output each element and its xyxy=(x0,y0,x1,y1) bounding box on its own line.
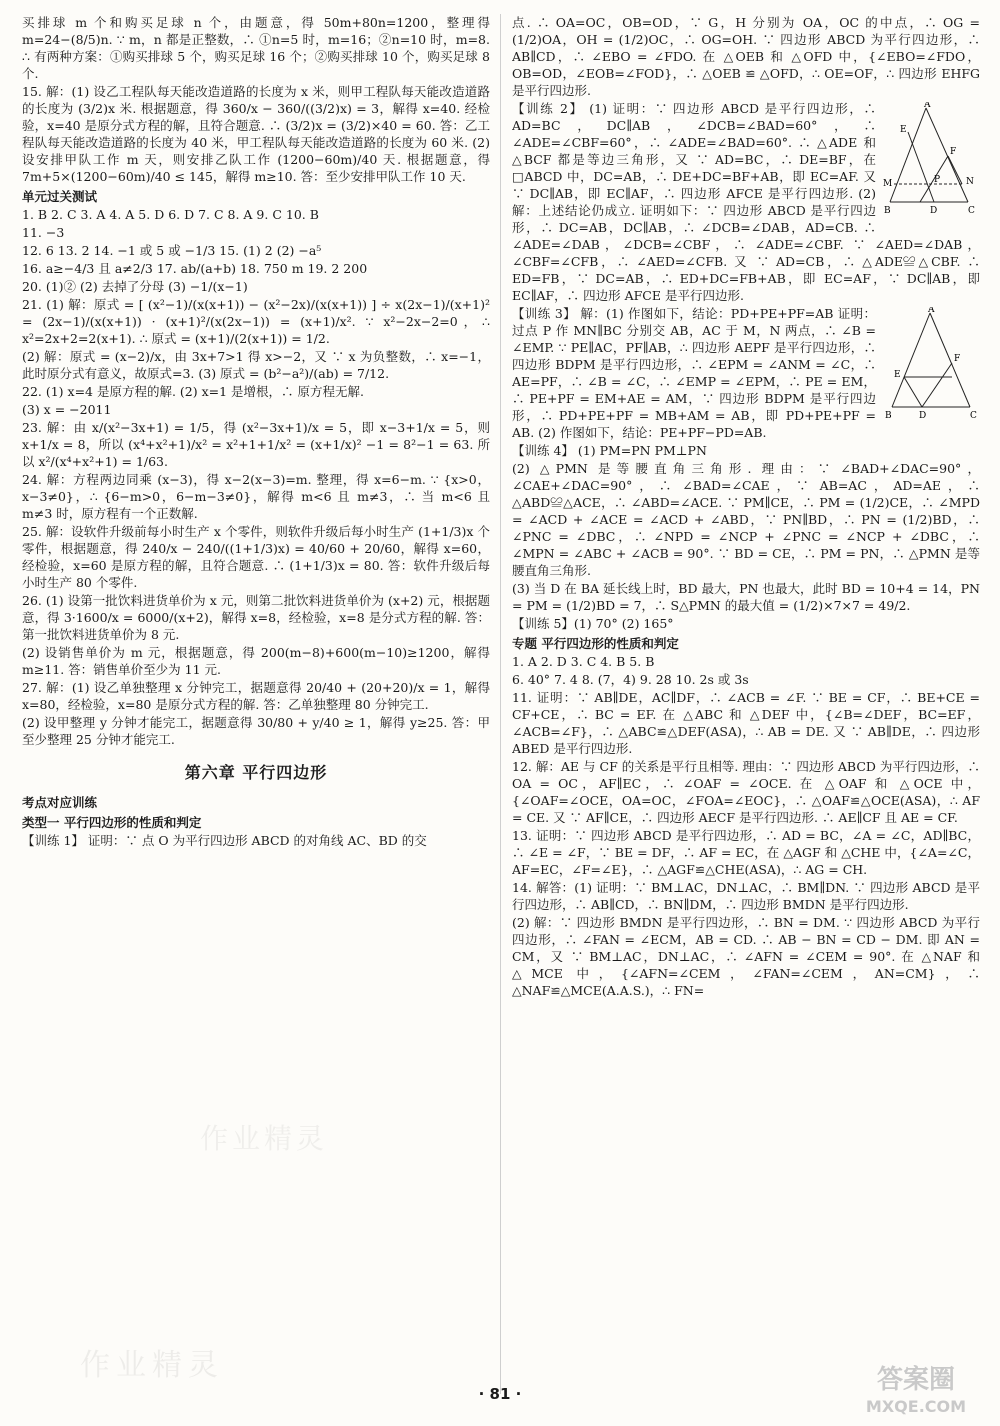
site-logo xyxy=(846,1356,986,1420)
training-1: 【训练 1】 证明：∵ 点 O 为平行四边形 ABCD 的对角线 AC、BD 的交 xyxy=(22,832,427,848)
fig2-label-e: E xyxy=(894,370,901,380)
topic-answer-14-part2: (2) 解：∵ 四边形 BMDN 是平行四边形，∴ BN = DM. ∵ 四边形 ABCD 为平行四边形，∴ ∠FAN = ∠ECM，AB = CD. ∴ AB − BN = CD − DM. 即 AN = CM，又 ∵ BM⊥AC，DN⊥AC，∴ ∠AFN = ∠CEM = 90°. 在 △NAF 和 △MCE 中，{∠AFN=∠CEM，∠FAN=∠CEM，AN=CM}，∴ △NAF≌△MCE(A.A.S.)，∴ FN= xyxy=(512,915,980,998)
page-number: · 81 · xyxy=(478,1385,522,1403)
answer-page xyxy=(22,14,980,1406)
topic-answer-12: 12. 解：AE 与 CF 的关系是平行且相等. 理由：∵ 四边形 ABCD 为平行四边形，∴ OA = OC，AF∥EC，∴ ∠OAF = ∠OCE. 在 △OAF 和 △OCE 中，{∠OAF=∠OCE，OA=OC，∠FOA=∠EOC}，∴ △OAF≌△OCE(ASA)，∴ AF = CE. 又 ∵ AF∥CE，∴ 四边形 AECF 是平行四边形. ∴ AE∥CF 且 AE = CF. xyxy=(512,759,980,825)
chapter-title: 第六章 平行四边形 xyxy=(184,763,328,782)
column-divider xyxy=(500,14,501,1394)
type-heading: 类型一 平行四边形的性质和判定 xyxy=(22,814,202,830)
fig2-label-f: F xyxy=(954,354,961,364)
answer-26-part2: (2) 设销售单价为 m 元，根据题意，得 200(m−8)+600(m−10)≥1200，解得 m≥11. 答：销售单价至少为 11 元. xyxy=(22,645,490,677)
right-column xyxy=(512,14,980,1394)
fig2-label-a: A xyxy=(928,307,935,315)
answer-14-continuation: 买排球 m 个和购买足球 n 个，由题意，得 50m+80n=1200，整理得 m=24−(8/5)n. ∵ m，n 都是正整数，∴ ①n=5 时，m=16；②n=10 时，m=8. ∴ 有两种方案：①购买排球 5 个，购买足球 16 个；②购买排球 10 个，购买足球 8 个. xyxy=(22,15,490,81)
fig2-label-b: B xyxy=(885,411,892,421)
fig2-label-d: D xyxy=(919,411,927,421)
answer-15: 15. 解：(1) 设乙工程队每天能改造道路的长度为 x 米，则甲工程队每天能改造道路的长度为 (3/2)x 米. 根据题意，得 360/x − 360/((3/2)x) = 3，解得 x=40. 经检验，x=40 是原分式方程的解，且符合题意. ∴ (3/2)x = (3/2)×40 = 60. 答：乙工程队每天能改造道路的长度为 40 米，甲工程队每天能改造道路的长度为 60 米. (2) 设安排甲队工作 m 天，则安排乙队工作 (1200−60m)/40 天. 根据题意，得 7m+5×(1200−60m)/40 ≤ 145，解得 m≥10. 答：至少安排甲队工作 10 天. xyxy=(22,84,490,184)
training-1-continuation: 点. ∴ OA=OC，OB=OD，∵ G，H 分别为 OA，OC 的中点，∴ OG = (1/2)OA，OH = (1/2)OC，∴ OG=OH. ∵ 四边形 ABCD 为平行四边形，∴ AB∥CD，∴ ∠EBO = ∠FDO. 在 △OEB 和 △OFD 中，{∠EBO=∠FDO，OB=OD，∠EOB=∠FOD}，∴ △OEB ≌ △OFD，∴ OE=OF，∴ 四边形 EHFG 是平行四边形. xyxy=(512,15,980,98)
answer-21: 21. (1) 解：原式 = [ (x²−1)/(x(x+1)) − (x²−2x)/(x(x+1)) ] ÷ x(2x−1)/(x+1)² = (2x−1)/(x(x+1)) · (x+1)²/(x(2x−1)) = (x+1)/x². ∵ x²−2x−2=0，∴ x²=2x+2=2(x+1). ∴ 原式 = (x+1)/(2(x+1)) = 1/2. xyxy=(22,297,490,346)
figure-3-svg xyxy=(882,307,980,425)
logo-main-text: 答案圈 xyxy=(876,1365,956,1395)
fig1-label-b: B xyxy=(884,206,891,216)
answer-21-part2: (2) 解：原式 = (x−2)/x，由 3x+7>1 得 x>−2，又 ∵ x 为负整数，∴ x=−1，此时原分式有意义，故原式=3. (3) 原式 = (b²−a²)/(ab) = 7/12. xyxy=(22,349,490,381)
training-4-part2: (2) △PMN 是等腰直角三角形. 理由：∵ ∠BAD+∠DAC=90°，∠CAE+∠DAC=90°，∴ ∠BAD=∠CAE，∵ AB=AC，AD=AE，∴ △ABD≌△ACE，∴ ∠ABD=∠ACE. ∵ PM∥CE，∴ PM = (1/2)CE，∴ ∠MPD = ∠ACD + ∠ACE = ∠ACD + ∠ABD，∵ PN∥BD，∴ PN = (1/2)BD，∴ ∠PNC = ∠DBC，∴ ∠NPD = ∠NCP + ∠PNC = ∠NCP + ∠DBC，∴ ∠MPN = ∠ABC + ∠ACB = 90°. ∵ BD = CE，∴ PM = PN，∴ △PMN 是等腰直角三角形. xyxy=(512,461,980,578)
topic-answers-6-10: 6. 40° 7. 4 8. (7，4) 9. 28 10. 2s 或 3s xyxy=(512,672,749,687)
answer-27-part2: (2) 设甲整理 y 分钟才能完工，据题意得 30/80 + y/40 ≥ 1，解得 y≥25. 答：甲至少整理 25 分钟才能完工. xyxy=(22,715,490,747)
training-3: 【训练 3】 解：(1) 作图如下，结论：PD+PE+PF=AB 证明：过点 P 作 MN∥BC 分别交 AB，AC 于 M，N 两点，∴ ∠B = ∠EMP. ∵ PE∥AC，PF∥AB，∴ 四边形 AEPF 是平行四边形，∴ 四边形 BDPM 是平行四边形，∴ ∠EPM = ∠ANM = ∠C，∴ AE=PF，∴ ∠B = ∠C，∴ ∠EMP = ∠EPM，∴ PE = EM，∴ PE+PF = EM+AE = AM，∵ 四边形 BDPM 是平行四边形，∴ PD+PE+PF = MB+AM = AB，即 PD+PE+PF = AB. (2) 作图如下，结论：PE+PF−PD=AB. xyxy=(512,306,876,440)
watermark-bottom: 作业精灵 xyxy=(80,1348,224,1383)
fig1-label-e: E xyxy=(900,125,907,135)
answer-23: 23. 解：由 x/(x²−3x+1) = 1/5，得 (x²−3x+1)/x = 5，即 x−3+1/x = 5，则 x+1/x = 8，所以 (x⁴+x²+1)/x² = x²+1+1/x² = (x+1/x)² −1 = 8²−1 = 63. 所以 x²/(x⁴+x²+1) = 1/63. xyxy=(22,420,490,469)
fig1-label-d: D xyxy=(930,206,938,216)
answers-1-10: 1. B 2. C 3. A 4. A 5. D 6. D 7. C 8. A 9. C 10. B xyxy=(22,207,319,222)
figure-2-svg xyxy=(882,102,980,220)
topic-answer-11: 11. 证明：∵ AB∥DE，AC∥DF，∴ ∠ACB = ∠F. ∵ BE = CF，∴ BE+CE = CF+CE，∴ BC = EF. 在 △ABC 和 △DEF 中，{∠B=∠DEF，BC=EF，∠ACB=∠F}，∴ △ABC≌△DEF(ASA)，∴ AB = DE. 又 ∵ AB∥DE，∴ 四边形 ABED 是平行四边形. xyxy=(512,690,980,756)
topic-answer-13: 13. 证明：∵ 四边形 ABCD 是平行四边形，∴ AD = BC，∠A = ∠C，AD∥BC，∴ ∠E = ∠F，∵ BE = DF，∴ AF = EC，在 △AGF 和 △CHE 中，{∠A=∠C，AF=EC，∠F=∠E}，∴ △AGF≌△CHE(ASA)，∴ AG = CH. xyxy=(512,828,980,877)
answer-27: 27. 解：(1) 设乙单独整理 x 分钟完工，据题意得 20/40 + (20+20)/x = 1，解得 x=80，经检验，x=80 是原分式方程的解. 答：乙单独整理 80 分钟完工. xyxy=(22,680,490,712)
triangle-figure-training-2 xyxy=(882,102,980,220)
answers-12-15: 12. 6 13. 2 14. −1 或 5 或 −1/3 15. (1) 2 (2) −a⁵ xyxy=(22,243,322,258)
answer-25: 25. 解：设软件升级前每小时生产 x 个零件，则软件升级后每小时生产 (1+1/3)x 个零件，根据题意，得 240/x − 240/((1+1/3)x) = 40/60 + 20/60，解得 x=60，经检验，x=60 是原方程的解，且符合题意. ∴ (1+1/3)x = 80. 答：软件升级后每小时生产 80 个零件. xyxy=(22,524,490,590)
training-4: 【训练 4】 (1) PM=PN PM⊥PN xyxy=(512,443,707,458)
fig1-label-c: C xyxy=(968,206,975,216)
answer-20: 20. (1)② (2) 去掉了分母 (3) −1/(x−1) xyxy=(22,279,248,294)
topic-answers-1-5: 1. A 2. D 3. C 4. B 5. B xyxy=(512,654,655,669)
training-2: 【训练 2】 (1) 证明：∵ 四边形 ABCD 是平行四边形，∴ AD=BC，DC∥AB，∠DCB=∠BAD=60°，∴ ∠ADE=∠CBF=60°，∴ ∠ADE=∠BAD=60°. ∴ △ADE 和 △BCF 都是等边三角形，又 ∵ AD=BC，∴ DE=BF，在 □ABCD 中，DC=AB，∴ DE+DC=BF+AB，即 EC=AF. 又 ∵ DC∥AB，即 EC∥AF，∴ 四边形 AFCE 是平行四边形. (2) 解：上述结论仍成立. 证明如下：∵ 四边形 ABCD 是平行四边形，∴ DC=AB，DC∥AB，∴ ∠DCB=∠DAB，AD=CB. ∴ ∠ADE=∠DAB，∠DCB=∠CBF，∴ ∠ADE=∠CBF. ∵ ∠AED=∠DAB，∠CBF=∠CFB，∴ ∠AED=∠CFB. 又 ∵ AD=CB，∴ △ADE≌△CBF. ∴ ED=FB，∵ DC=AB，∴ ED+DC=FB+AB，即 EC=AF，∵ DC∥AB，即 EC∥AF，∴ 四边形 AFCE 是平行四边形. xyxy=(512,101,980,303)
unit-test-heading: 单元过关测试 xyxy=(22,189,98,204)
watermark-middle: 作业精灵 xyxy=(200,1122,329,1155)
fig1-label-a: A xyxy=(924,102,931,110)
training-4-part3: (3) 当 D 在 BA 延长线上时，BD 最大，PN 也最大，此时 BD = 10+4 = 14，PN = PM = (1/2)BD = 7，∴ S△PMN 的最大值 = (1/2)×7×7 = 49/2. xyxy=(512,581,980,613)
topic-answer-14: 14. 解答：(1) 证明：∵ BM⊥AC，DN⊥AC，∴ BM∥DN. ∵ 四边形 ABCD 是平行四边形，∴ AB∥CD，∴ BN∥DM，∴ 四边形 BMDN 是平行四边形. xyxy=(512,880,980,912)
answer-26: 26. (1) 设第一批饮料进货单价为 x 元，则第二批饮料进货单价为 (x+2) 元，根据题意，得 3·1600/x = 6000/(x+2)，解得 x=8，经检验，x=8 是分式方程的解. 答：第一批饮料进货单价为 8 元. xyxy=(22,593,490,642)
section-heading: 考点对应训练 xyxy=(22,794,98,810)
fig1-label-f: F xyxy=(950,147,957,157)
left-column xyxy=(22,14,490,1394)
answer-24: 24. 解：方程两边同乘 (x−3)，得 x−2(x−3)=m. 整理，得 x=6−m. ∵ {x>0，x−3≠0}，∴ {6−m>0，6−m−3≠0}，解得 m<6 且 m≠3，∴ 当 m<6 且 m≠3 时，原方程有一个正数解. xyxy=(22,472,490,521)
fig1-label-p: P xyxy=(934,175,941,185)
triangle-figure-training-3 xyxy=(882,307,980,425)
logo-url-text: MXQE.COM xyxy=(865,1397,967,1416)
training-5: 【训练 5】(1) 70° (2) 165° xyxy=(512,616,674,631)
topic-heading: 专题 平行四边形的性质和判定 xyxy=(512,636,679,651)
answer-22-part3: (3) x = −2011 xyxy=(22,402,112,417)
answers-16-19: 16. a≥−4/3 且 a≠2/3 17. ab/(a+b) 18. 750 m 19. 2 200 xyxy=(22,261,368,276)
fig2-label-c: C xyxy=(970,411,977,421)
answer-22: 22. (1) x=4 是原方程的解. (2) x=1 是增根，∴ 原方程无解. xyxy=(22,384,365,399)
fig1-label-m: M xyxy=(883,179,893,189)
answer-11: 11. −3 xyxy=(22,225,65,240)
fig1-label-n: N xyxy=(966,177,974,187)
logo-svg xyxy=(846,1356,986,1420)
